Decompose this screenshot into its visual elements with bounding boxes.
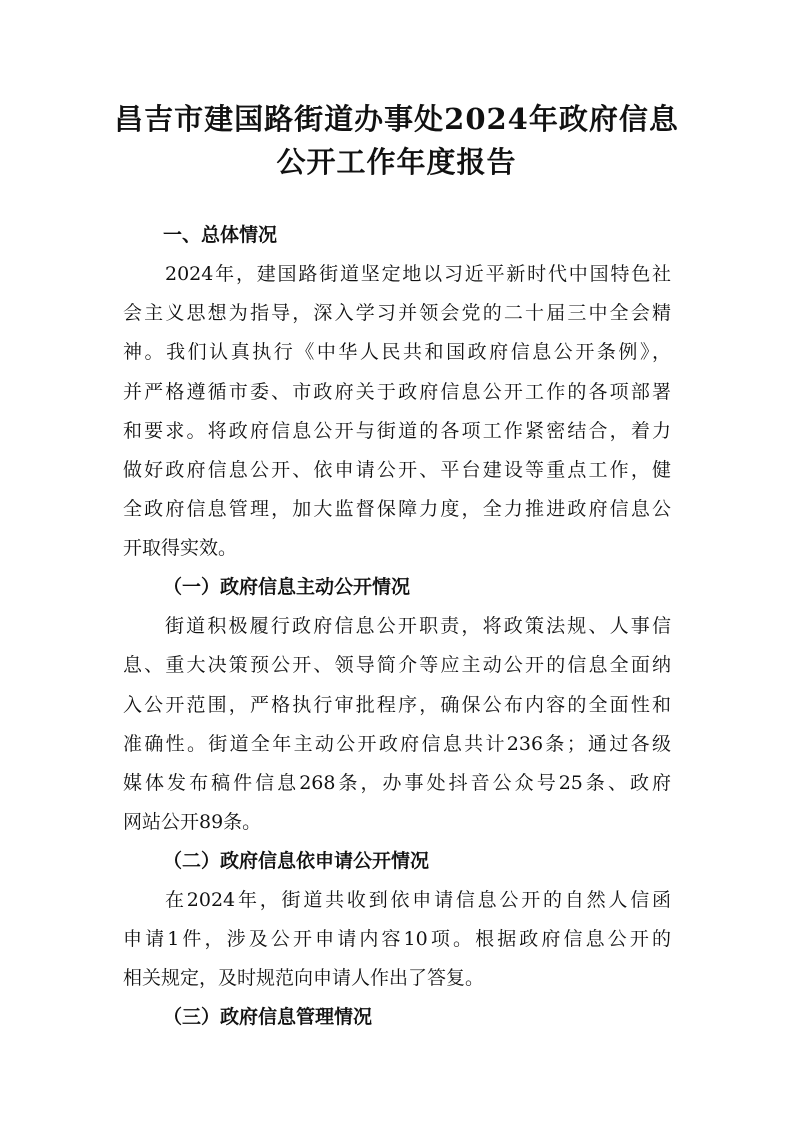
paragraph-line: 并严格遵循市委、市政府关于政府信息公开工作的各项部署	[123, 381, 671, 403]
paragraph-line: 相关规定，及时规范向申请人作出了答复。	[123, 967, 485, 989]
subsection-heading-application-disclosure: （二）政府信息依申请公开情况	[163, 850, 430, 872]
paragraph-line: 开取得实效。	[123, 537, 238, 559]
paragraph-line: 全政府信息管理，加大监督保障力度，全力推进政府信息公	[123, 498, 671, 520]
paragraph-line: 2024年，建国路街道坚定地以习近平新时代中国特色社	[165, 263, 671, 285]
paragraph-line: 街道积极履行政府信息公开职责，将政策法规、人事信	[165, 615, 671, 637]
paragraph-line: 申请1件，涉及公开申请内容10项。根据政府信息公开的	[123, 928, 671, 950]
paragraph-line: 准确性。街道全年主动公开政府信息共计236条；通过各级	[123, 733, 671, 755]
paragraph-line: 在2024年，街道共收到依申请信息公开的自然人信函	[165, 889, 671, 911]
paragraph-line: 做好政府信息公开、依申请公开、平台建设等重点工作，健	[123, 459, 671, 481]
paragraph-line: 会主义思想为指导，深入学习并领会党的二十届三中全会精	[123, 302, 671, 324]
document-title-line-2: 公开工作年度报告	[276, 145, 517, 179]
paragraph-line: 网站公开89条。	[123, 811, 262, 833]
paragraph-line: 媒体发布稿件信息268条，办事处抖音公众号25条、政府	[123, 772, 671, 794]
paragraph-line: 入公开范围，严格执行审批程序，确保公布内容的全面性和	[123, 694, 671, 716]
subsection-heading-information-management: （三）政府信息管理情况	[163, 1006, 373, 1028]
section-heading-overview: 一、总体情况	[163, 224, 278, 246]
paragraph-line: 和要求。将政府信息公开与街道的各项工作紧密结合，着力	[123, 420, 671, 442]
subsection-heading-proactive-disclosure: （一）政府信息主动公开情况	[163, 576, 411, 598]
paragraph-line: 息、重大决策预公开、领导简介等应主动公开的信息全面纳	[123, 654, 671, 676]
paragraph-line: 神。我们认真执行《中华人民共和国政府信息公开条例》，	[123, 341, 671, 363]
document-title-line-1: 昌吉市建国路街道办事处2024年政府信息	[114, 102, 679, 136]
